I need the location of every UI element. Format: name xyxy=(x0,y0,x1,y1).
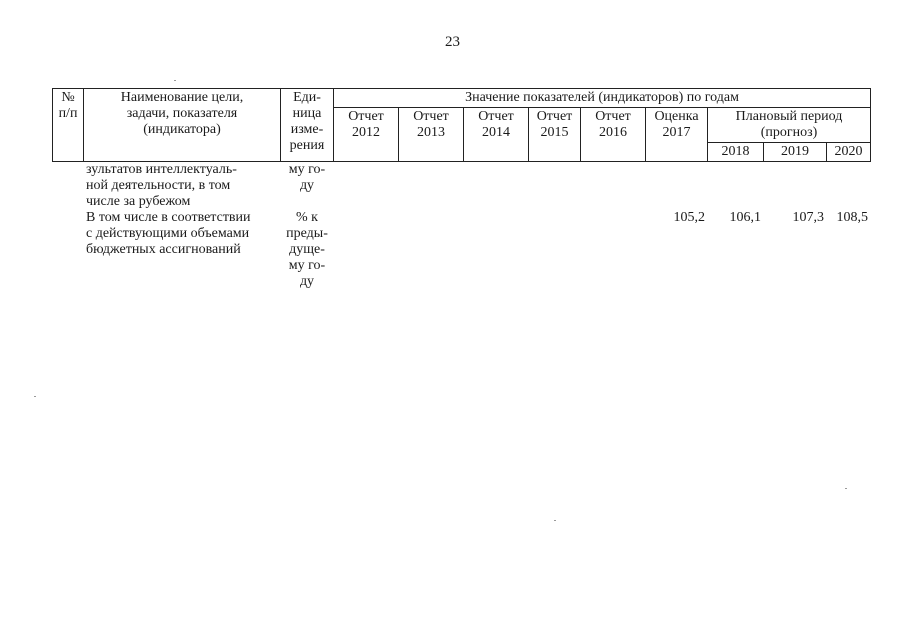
row-value-2016 xyxy=(581,210,646,290)
header-num: № п/п xyxy=(53,89,84,162)
row-value-2018 xyxy=(708,162,764,211)
header-unit: Еди- ница изме- рения xyxy=(281,89,334,162)
header-plan-period: Плановый период (прогноз) xyxy=(708,108,871,143)
row-value-2019 xyxy=(764,162,827,211)
row-value-2014 xyxy=(464,210,529,290)
table-row xyxy=(53,210,871,290)
header-plan-2018: 2018 xyxy=(708,143,764,162)
indicators-table xyxy=(52,88,871,290)
header-plan-2019: 2019 xyxy=(764,143,827,162)
header-year-2013: Отчет 2013 xyxy=(399,108,464,162)
row-value-2016 xyxy=(581,162,646,211)
header-values-group: Значение показателей (индикаторов) по годам xyxy=(334,89,871,108)
header-plan-2020: 2020 xyxy=(827,143,871,162)
header-year-2014: Отчет 2014 xyxy=(464,108,529,162)
row-unit: % к преды- дуще- му го- ду xyxy=(286,210,328,289)
header-year-2017: Оценка 2017 xyxy=(646,108,708,162)
row-value-2014 xyxy=(464,162,529,211)
row-num xyxy=(53,210,84,290)
row-value-2017: 105,2 xyxy=(673,210,705,225)
row-value-2012 xyxy=(334,210,399,290)
row-value-2020: 108,5 xyxy=(836,210,869,225)
row-value-2018: 106,1 xyxy=(729,210,761,225)
table-row xyxy=(53,162,871,211)
header-year-2016: Отчет 2016 xyxy=(581,108,646,162)
row-value-2013 xyxy=(399,210,464,290)
row-unit: му го- ду xyxy=(288,162,326,193)
page-number: 23 xyxy=(445,34,460,50)
scan-speck xyxy=(34,396,36,397)
row-name: В том числе в соответствии с действующими объемами бюджетных ассигнований xyxy=(86,210,251,257)
row-name: зультатов интеллектуаль- ной деятельности, в том числе за рубежом xyxy=(86,162,237,209)
row-value-2020 xyxy=(827,162,871,211)
header-name: Наименование цели, задачи, показателя (индикатора) xyxy=(84,89,281,162)
header-year-2012: Отчет 2012 xyxy=(334,108,399,162)
header-year-2015: Отчет 2015 xyxy=(529,108,581,162)
row-value-2012 xyxy=(334,162,399,211)
scan-speck xyxy=(554,520,556,521)
row-value-2017 xyxy=(646,162,708,211)
row-value-2015 xyxy=(529,210,581,290)
row-value-2015 xyxy=(529,162,581,211)
row-value-2013 xyxy=(399,162,464,211)
row-num xyxy=(53,162,84,211)
row-value-2019: 107,3 xyxy=(792,210,824,225)
scan-speck xyxy=(174,80,176,81)
scan-speck xyxy=(845,488,847,489)
